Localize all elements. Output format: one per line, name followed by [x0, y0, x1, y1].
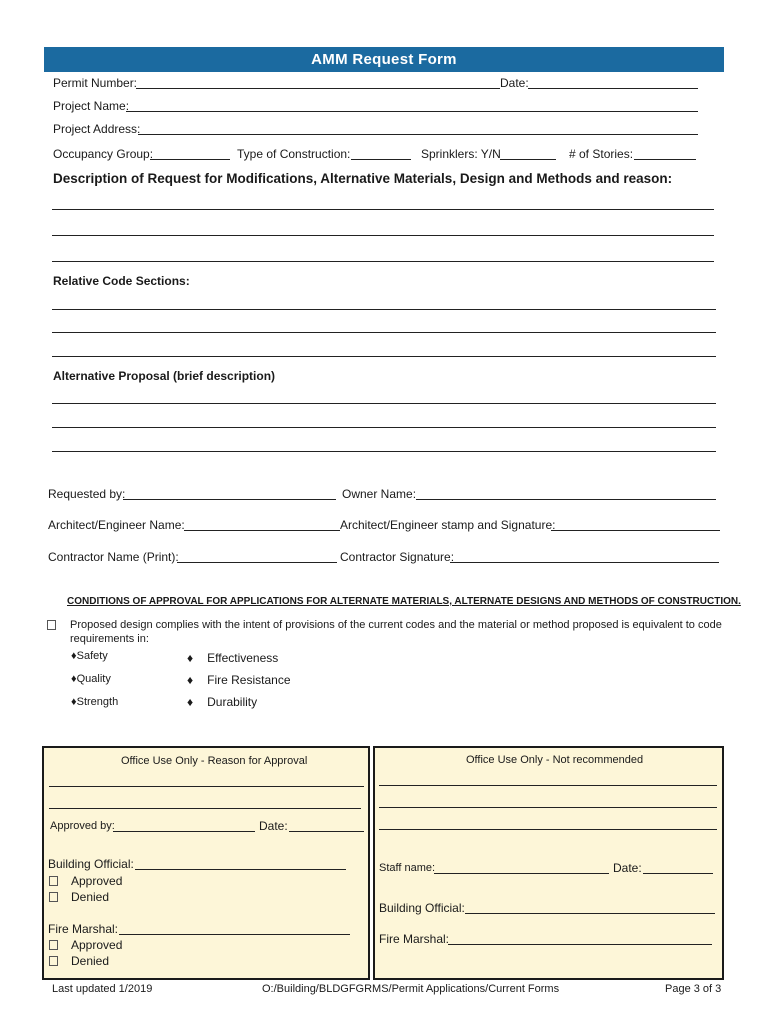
approved-checkbox[interactable]: [49, 876, 58, 886]
contractor-name-label: Contractor Name (Print):: [48, 550, 179, 564]
construction-type-field[interactable]: [351, 159, 411, 160]
not-recommended-line[interactable]: [379, 785, 717, 786]
staff-date-field[interactable]: [643, 873, 713, 874]
form-title-text: AMM Request Form: [311, 51, 457, 68]
conditions-title: CONDITIONS OF APPROVAL FOR APPLICATIONS FOR ALTERNATE MATERIALS, ALTERNATE DESIGNS AND METHODS OF CONSTRUCTION.: [67, 596, 741, 607]
denied-label: Denied: [71, 890, 110, 904]
right-fire-marshal-label: Fire Marshal:: [379, 932, 450, 946]
permit-number-field[interactable]: [136, 88, 500, 89]
fire-marshal-label: Fire Marshal:: [48, 922, 119, 936]
condition-statement-line1: Proposed design complies with the intent of provisions of the current codes and the material or method proposed is equivalent to code: [70, 619, 722, 631]
contractor-signature-label: Contractor Signature:: [340, 550, 455, 564]
page-number: Page 3 of 3: [665, 983, 722, 995]
code-sections-heading: Relative Code Sections:: [53, 274, 190, 288]
diamond-bullet-icon: ♦: [187, 673, 194, 687]
staff-name-label: Staff name:: [379, 862, 436, 874]
project-name-field[interactable]: [126, 111, 698, 112]
durability-label: Durability: [207, 695, 258, 709]
occupancy-group-field[interactable]: [150, 159, 230, 160]
file-path: O:/Building/BLDGFGRMS/Permit Applications/Current Forms: [262, 983, 560, 995]
office-left-heading: Office Use Only - Reason for Approval: [121, 755, 308, 767]
description-heading: Description of Request for Modifications, Alternative Materials, Design and Methods and reason:: [53, 171, 673, 186]
architect-stamp-field[interactable]: [551, 530, 720, 531]
description-line[interactable]: [52, 235, 714, 236]
requested-by-field[interactable]: [123, 499, 336, 500]
fire-resistance-item: [187, 673, 291, 687]
fm-approved-checkbox[interactable]: [49, 940, 58, 950]
architect-name-field[interactable]: [184, 530, 340, 531]
construction-type-label: Type of Construction:: [237, 147, 351, 161]
denied-checkbox[interactable]: [49, 892, 58, 902]
contractor-signature-field[interactable]: [450, 562, 719, 563]
effectiveness-label: Effectiveness: [207, 651, 279, 665]
fm-denied-label: Denied: [71, 954, 110, 968]
approved-date-field[interactable]: [289, 831, 364, 832]
not-recommended-line[interactable]: [379, 807, 717, 808]
right-building-official-field[interactable]: [465, 913, 715, 914]
effectiveness-item: [187, 651, 278, 665]
fm-denied-checkbox[interactable]: [49, 956, 58, 966]
project-address-field[interactable]: [138, 134, 698, 135]
quality-label: Quality: [76, 673, 111, 685]
alt-proposal-line[interactable]: [52, 403, 716, 404]
approved-by-field[interactable]: [113, 831, 255, 832]
date-field[interactable]: [528, 88, 698, 89]
quality-item: [71, 673, 111, 685]
occupancy-group-label: Occupancy Group:: [53, 147, 154, 161]
requested-by-label: Requested by:: [48, 487, 126, 501]
diamond-bullet-icon: ♦: [187, 651, 194, 665]
fm-approved-label: Approved: [71, 938, 123, 952]
code-sections-line[interactable]: [52, 309, 716, 310]
building-official-label: Building Official:: [48, 857, 134, 871]
contractor-name-field[interactable]: [177, 562, 337, 563]
durability-item: [187, 695, 257, 709]
form-title: [44, 47, 724, 72]
description-line[interactable]: [52, 209, 714, 210]
condition-statement-line2: requirements in:: [70, 633, 149, 645]
safety-item: [71, 650, 108, 662]
diamond-bullet-icon: ♦: [71, 650, 77, 662]
diamond-bullet-icon: ♦: [71, 696, 77, 708]
right-building-official-label: Building Official:: [379, 901, 465, 915]
permit-number-label: Permit Number:: [53, 76, 138, 90]
fire-marshal-field[interactable]: [119, 934, 350, 935]
alt-proposal-line[interactable]: [52, 451, 716, 452]
alt-proposal-line[interactable]: [52, 427, 716, 428]
approved-label: Approved: [71, 874, 123, 888]
right-fire-marshal-field[interactable]: [448, 944, 712, 945]
strength-label: Strength: [76, 696, 119, 708]
approval-reason-line[interactable]: [49, 786, 364, 787]
code-sections-line[interactable]: [52, 356, 716, 357]
staff-date-label: Date:: [613, 861, 642, 875]
building-official-field[interactable]: [135, 869, 346, 870]
architect-stamp-label: Architect/Engineer stamp and Signature:: [340, 518, 556, 532]
approved-by-label: Approved by:: [50, 820, 115, 832]
alt-proposal-heading: Alternative Proposal (brief description): [53, 369, 276, 383]
code-sections-line[interactable]: [52, 332, 716, 333]
date-label: Date:: [500, 76, 529, 90]
owner-name-label: Owner Name:: [342, 487, 417, 501]
architect-name-label: Architect/Engineer Name:: [48, 518, 185, 532]
diamond-bullet-icon: ♦: [187, 695, 194, 709]
stories-field[interactable]: [634, 159, 696, 160]
last-updated: Last updated 1/2019: [52, 983, 153, 995]
fire-resistance-label: Fire Resistance: [207, 673, 291, 687]
approved-date-label: Date:: [259, 819, 288, 833]
not-recommended-line[interactable]: [379, 829, 717, 830]
strength-item: [71, 696, 118, 708]
project-address-label: Project Address:: [53, 122, 141, 136]
owner-name-field[interactable]: [416, 499, 716, 500]
safety-label: Safety: [76, 650, 108, 662]
diamond-bullet-icon: ♦: [71, 673, 77, 685]
office-right-heading: Office Use Only - Not recommended: [466, 754, 644, 766]
description-line[interactable]: [52, 261, 714, 262]
condition-checkbox[interactable]: [47, 620, 56, 630]
approval-reason-line[interactable]: [49, 808, 361, 809]
staff-name-field[interactable]: [434, 873, 609, 874]
project-name-label: Project Name:: [53, 99, 130, 113]
stories-label: # of Stories:: [569, 147, 634, 161]
sprinklers-label: Sprinklers: Y/N: [421, 147, 501, 161]
sprinklers-field[interactable]: [500, 159, 556, 160]
